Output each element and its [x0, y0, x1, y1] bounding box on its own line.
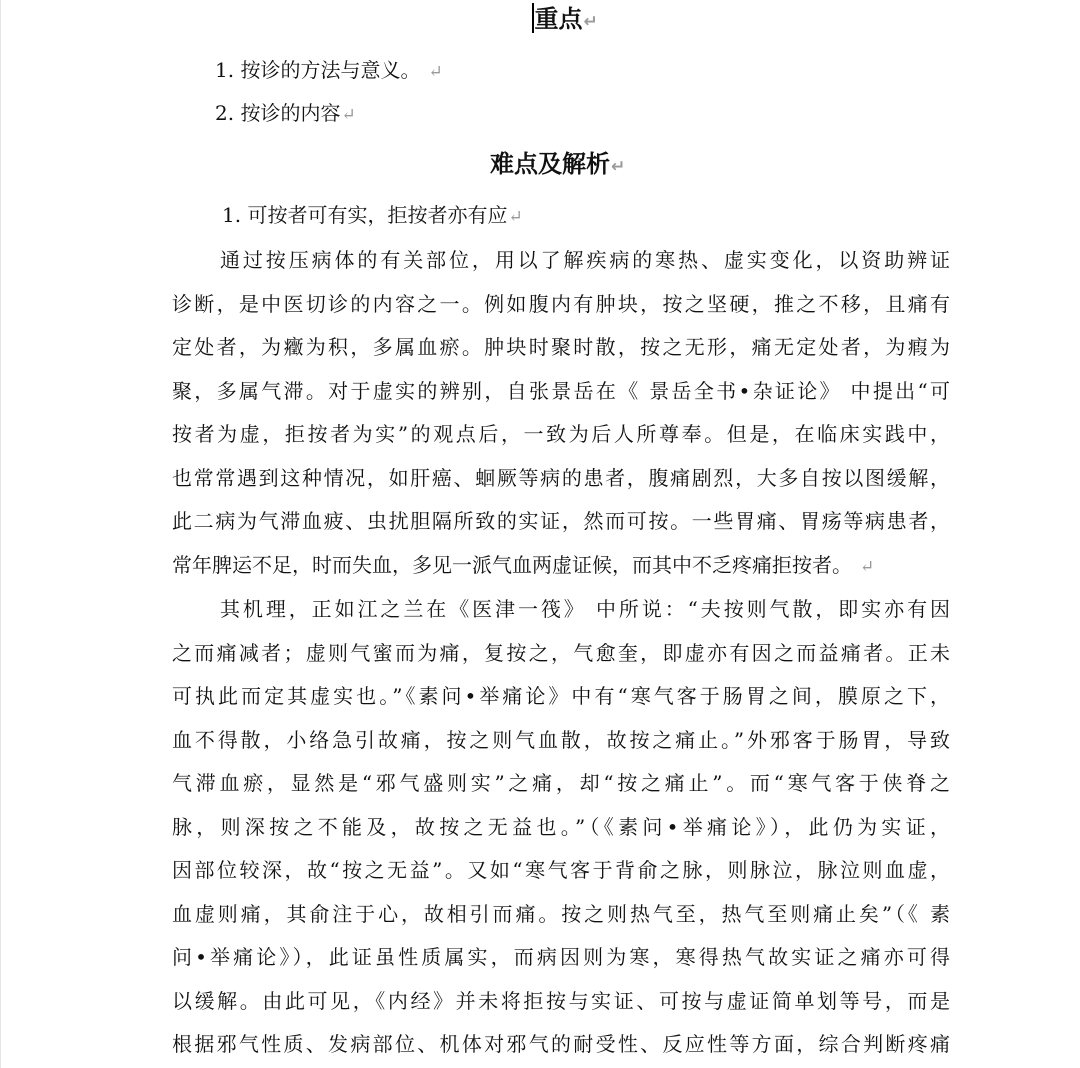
- heading-difficulties: [490, 146, 625, 185]
- paragraph-line: 可执此而定其虚实也。”《素问•举痛论》中有“寒气客于肠胃之间，膜原之下，: [172, 684, 950, 708]
- paragraph-line: 根据邪气性质、发病部位、机体对邪气的耐受性、反应性等方面，综合判断疼痛: [172, 1032, 950, 1056]
- paragraph-mark: ↵: [860, 556, 875, 577]
- heading-difficulties-text: 难点及解析: [490, 150, 610, 178]
- subsection-title-text: 1. 可按者可有实，拒按者亦有应: [222, 203, 508, 227]
- paragraph-line: 以缓解。由此可见，《内经》并未将拒按与实证、可按与虚证简单划等号，而是: [172, 988, 950, 1013]
- paragraph-line: 聚，多属气滞。对于虚实的辨别，自张景岳在《 景岳全书•杂证论》 中提出“可: [172, 378, 950, 403]
- paragraph-line: 因部位较深，故“按之无益”。又如“寒气客于背俞之脉，则脉泣，脉泣则血虚，: [172, 858, 950, 882]
- key-point-item: [215, 55, 443, 87]
- key-point-text: 1. 按诊的方法与意义。: [215, 58, 421, 82]
- paragraph-line: 定处者，为癥为积，多属血瘀。肿块时聚时散，按之无形，痛无定处者，为瘕为: [172, 335, 950, 359]
- paragraph-line: 通过按压病体的有关部位，用以了解疾病的寒热、虚实变化，以资助辨证: [220, 248, 950, 272]
- paragraph-line: 血不得散，小络急引故痛，按之则气血散，故按之痛止。”外邪客于肠胃，导致: [172, 727, 950, 752]
- paragraph-line-text: 常年脾运不足，时而失血，多见一派气血两虚证候，而其中不乏疼痛拒按者。: [172, 552, 852, 577]
- paragraph-mark: ↵: [428, 62, 443, 82]
- key-point-text: 2. 按诊的内容: [215, 101, 341, 125]
- paragraph-line: 诊断，是中医切诊的内容之一。例如腹内有肿块，按之坚硬，推之不移，且痛有: [172, 291, 950, 316]
- paragraph-2: [172, 588, 950, 1067]
- text-cursor: [532, 3, 534, 33]
- paragraph-line-last: [172, 544, 950, 588]
- page-left-border: [0, 0, 1, 1068]
- paragraph-line: 按者为虚，拒按者为实”的观点后，一致为后人所尊奉。但是，在临床实践中，: [172, 422, 950, 446]
- paragraph-line: 气滞血瘀，显然是“邪气盛则实”之痛，却“按之痛止”。而“寒气客于侠脊之: [172, 771, 950, 795]
- key-point-item: [215, 98, 356, 130]
- heading-key-points-text: 重点: [534, 5, 583, 33]
- heading-key-points: [532, 2, 598, 39]
- paragraph-line: 也常常遇到这种情况，如肝癌、蛔厥等病的患者，腹痛剧烈，大多自按以图缓解，: [172, 465, 950, 490]
- paragraph-line: 之而痛减者；虚则气蜜而为痛，复按之，气愈奎，即虚亦有因之而益痛者。正未: [172, 640, 950, 665]
- paragraph-line: 脉，则深按之不能及，故按之无益也。”（《素问•举痛论》），此仍为实证，: [172, 814, 950, 839]
- paragraph-1: [172, 239, 950, 587]
- paragraph-mark: ↵: [341, 105, 356, 125]
- subsection-title: [222, 200, 523, 232]
- paragraph-line: 血虚则痛，其俞注于心，故相引而痛。按之则热气至，热气至则痛止矣”（《 素: [172, 901, 950, 926]
- paragraph-line: 问•举痛论》），此证虽性质属实，而病因则为寒，寒得热气故实证之痛亦可得: [172, 945, 950, 969]
- paragraph-line: 此二病为气滞血疲、虫扰胆隔所致的实证，然而可按。一些胃痛、胃疡等病患者，: [172, 509, 950, 533]
- paragraph-mark: ↵: [508, 207, 523, 227]
- paragraph-line: 其机理，正如江之兰在《医津一筏》 中所说：“夫按则气散，即实亦有因: [220, 597, 950, 621]
- paragraph-mark: ↵: [611, 157, 626, 177]
- paragraph-mark: ↵: [583, 12, 598, 32]
